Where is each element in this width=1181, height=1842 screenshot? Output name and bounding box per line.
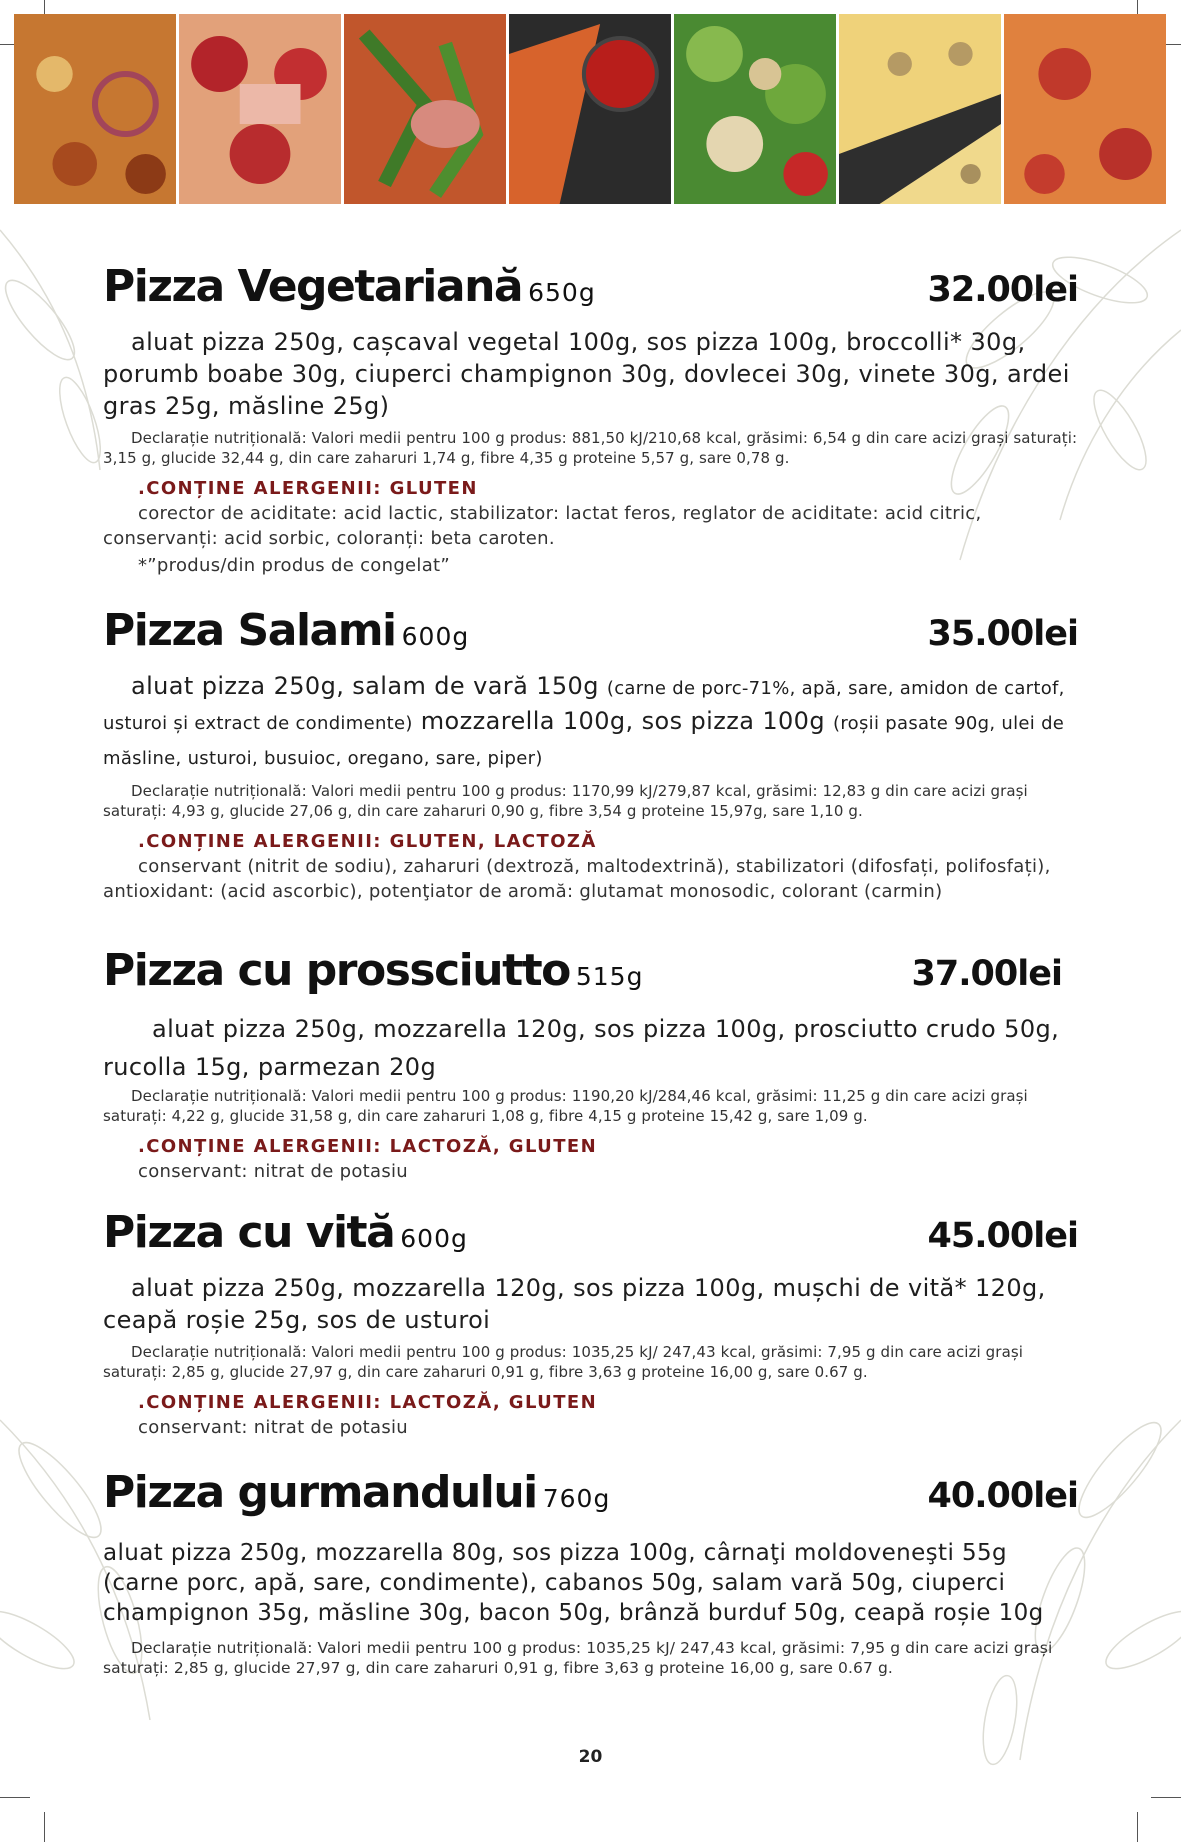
allergen-warning: .CONȚINE ALERGENII: GLUTEN xyxy=(138,478,478,499)
pizza-photo-strip xyxy=(14,14,1166,204)
menu-item-header xyxy=(103,1202,1078,1264)
item-weight: 600g xyxy=(400,1224,468,1253)
pizza-photo xyxy=(839,14,1001,204)
menu-item-header xyxy=(103,600,1078,662)
allergen-warning: .CONȚINE ALERGENII: LACTOZĂ, GLUTEN xyxy=(138,1392,598,1413)
menu-item xyxy=(103,256,1078,578)
item-name: Pizza gurmandului 760g xyxy=(103,1467,611,1518)
item-price: 45.00lei xyxy=(927,1216,1078,1256)
item-price: 32.00lei xyxy=(927,270,1078,310)
menu-item xyxy=(103,600,1078,904)
additives: conservant: nitrat de potasiu xyxy=(138,1161,409,1182)
item-ingredients: aluat pizza 250g, mozzarella 80g, sos pizza 100g, cârnaţi moldoveneşti 55g (carne porc, apă, sare, condimente), cabanos 50g, salam vară 50g, ciuperci champignon 35g, măsline 30g, bacon 50g, brânză burduf 50g, ceapă roșie 10g xyxy=(103,1540,1044,1626)
allergen-warning: .CONȚINE ALERGENII: GLUTEN, LACTOZĂ xyxy=(138,831,597,852)
pizza-photo xyxy=(344,14,506,204)
item-weight: 650g xyxy=(528,278,596,307)
item-weight: 600g xyxy=(401,622,470,651)
item-price: 35.00lei xyxy=(927,614,1078,654)
salad-photo xyxy=(674,14,836,204)
menu-item-header xyxy=(103,256,1078,318)
menu-item-header xyxy=(103,940,1078,1002)
page-number: 20 xyxy=(578,1747,603,1767)
menu-item-header xyxy=(103,1462,1078,1524)
menu-item xyxy=(103,1202,1078,1440)
crop-mark xyxy=(1151,1797,1181,1798)
item-ingredients: aluat pizza 250g, mozzarella 120g, sos pizza 100g, prosciutto crudo 50g, rucolla 15g, parmezan 20g xyxy=(103,1015,1060,1081)
pizza-photo xyxy=(1004,14,1166,204)
item-weight: 515g xyxy=(575,962,644,991)
nutrition-declaration: Declarație nutrițională: Valori medii pentru 100 g produs: 1035,25 kJ/ 247,43 kcal, grăsimi: 7,95 g din care acizi grași saturați: 2,85 g, glucide 27,97 g, din care zaharuri 0,91 g, fibre 3,63 g proteine 16,00 g, sare 0.67 g. xyxy=(103,1343,1024,1381)
additives: conservant: nitrat de potasiu xyxy=(138,1417,409,1438)
menu-item xyxy=(103,1462,1078,1678)
frozen-note: *”produs/din produs de congelat” xyxy=(138,555,451,576)
item-ingredients: aluat pizza 250g, salam de vară 150g (carne de porc-71%, apă, sare, amidon de cartof, usturoi și extract de condimente) mozzarella 100g, sos pizza 100g (roșii pasate 90g, ulei de măsline, usturoi, busuioc, oregano, sare, piper) xyxy=(103,672,1065,769)
item-weight: 760g xyxy=(542,1484,611,1513)
nutrition-declaration: Declarație nutrițională: Valori medii pentru 100 g produs: 881,50 kJ/210,68 kcal, grăsimi: 6,54 g din care acizi grași saturați: 3,15 g, glucide 32,44 g, din care zaharuri 1,74 g, fibre 4,35 g proteine 5,57 g, sare 0,78 g. xyxy=(103,429,1078,467)
additives: corector de aciditate: acid lactic, stabilizator: lactat feros, reglator de aciditate: acid citric, conservanți: acid sorbic, coloranți: beta caroten. xyxy=(103,503,982,549)
item-name: Pizza Vegetariană 650g xyxy=(103,261,596,312)
allergen-warning: .CONȚINE ALERGENII: LACTOZĂ, GLUTEN xyxy=(138,1136,598,1157)
pizza-photo xyxy=(509,14,671,204)
pizza-photo xyxy=(179,14,341,204)
crop-mark xyxy=(44,1812,45,1842)
nutrition-declaration: Declarație nutrițională: Valori medii pentru 100 g produs: 1170,99 kJ/279,87 kcal, grăsimi: 12,83 g din care acizi grași saturați: 4,93 g, glucide 27,06 g, din care zaharuri 0,90 g, fibre 3,54 g proteine 15,97g, sare 1,10 g. xyxy=(103,782,1028,820)
item-price: 37.00lei xyxy=(911,954,1062,994)
nutrition-declaration: Declarație nutrițională: Valori medii pentru 100 g produs: 1035,25 kJ/ 247,43 kcal, grăsimi: 7,95 g din care acizi grași saturați: 2,85 g, glucide 27,97 g, din care zaharuri 0,91 g, fibre 3,63 g proteine 16,00 g, sare 0.67 g. xyxy=(103,1639,1053,1677)
pizza-photo xyxy=(14,14,176,204)
item-name: Pizza cu vită 600g xyxy=(103,1207,468,1258)
crop-mark xyxy=(1137,1812,1138,1842)
menu-item xyxy=(103,940,1078,1184)
crop-mark xyxy=(0,1797,30,1798)
item-ingredients: aluat pizza 250g, cașcaval vegetal 100g, sos pizza 100g, broccolli* 30g, porumb boabe 30g, ciuperci champignon 30g, dovlecei 30g, vinete 30g, ardei gras 25g, măsline 25g) xyxy=(103,328,1070,420)
nutrition-declaration: Declarație nutrițională: Valori medii pentru 100 g produs: 1190,20 kJ/284,46 kcal, grăsimi: 11,25 g din care acizi grași saturați: 4,22 g, glucide 31,58 g, din care zaharuri 1,08 g, fibre 4,15 g proteine 15,42 g, sare 1,09 g. xyxy=(103,1087,1028,1125)
item-name: Pizza Salami 600g xyxy=(103,605,470,656)
item-price: 40.00lei xyxy=(927,1476,1078,1516)
item-name: Pizza cu prossciutto 515g xyxy=(103,945,644,996)
additives: conservant (nitrit de sodiu), zaharuri (dextroză, maltodextrină), stabilizatori (difosfați, polifosfați), antioxidant: (acid ascorbic), potenţiator de aromă: glutamat monosodic, colorant (carmin) xyxy=(103,856,1051,902)
item-ingredients: aluat pizza 250g, mozzarella 120g, sos pizza 100g, mușchi de vită* 120g, ceapă roșie 25g, sos de usturoi xyxy=(103,1274,1046,1334)
